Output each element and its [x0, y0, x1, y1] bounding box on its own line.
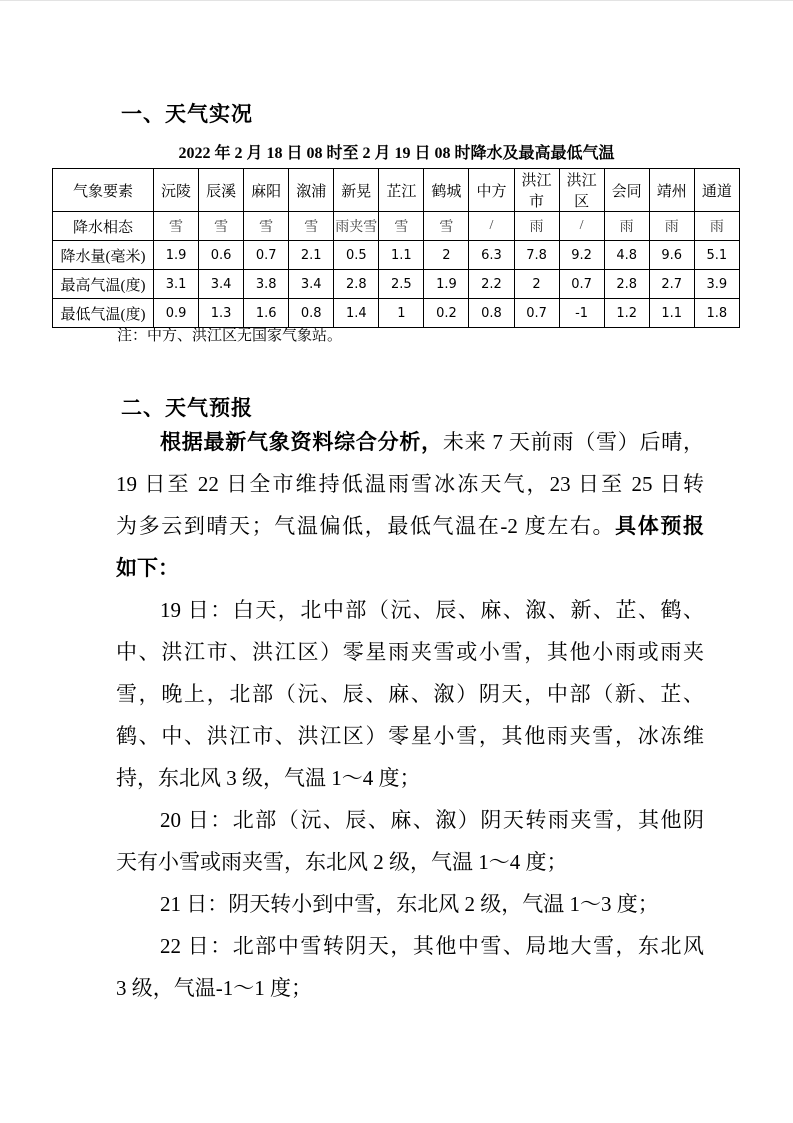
table-cell: 7.8	[514, 241, 559, 270]
table-cell: 2.8	[604, 270, 649, 299]
col-header-station: 洪江市	[514, 169, 559, 212]
col-header-station: 辰溪	[199, 169, 244, 212]
table-row	[53, 212, 740, 241]
forecast-line	[116, 589, 704, 631]
table-cell: 6.3	[469, 241, 514, 270]
table-cell: 9.6	[649, 241, 694, 270]
table-row	[53, 241, 740, 270]
table-cell: 雨	[514, 212, 559, 241]
table-cell: 3.4	[199, 270, 244, 299]
table-cell: 1.9	[424, 270, 469, 299]
forecast-line	[116, 673, 704, 715]
col-header-station: 洪江区	[559, 169, 604, 212]
table-cell: 雨	[649, 212, 694, 241]
forecast-segment: 天有小雪或雨夹雪，东北风 2 级，气温 1～4 度；	[116, 850, 568, 874]
table-cell: 1.2	[604, 299, 649, 328]
forecast-segment-bold: 如下：	[116, 556, 179, 580]
forecast-segment: 22 日：北部中雪转阴天，其他中雪、局地大雪，东北风	[160, 934, 704, 958]
table-cell: 1.3	[199, 299, 244, 328]
forecast-line	[116, 757, 704, 799]
table-cell: 0.5	[334, 241, 379, 270]
forecast-segment: 19 日至 22 日全市维持低温雨雪冰冻天气，23 日至 25 日转	[116, 472, 704, 496]
forecast-segment: 3 级，气温-1～1 度；	[116, 976, 312, 1000]
forecast-line	[116, 715, 704, 757]
table-cell: 9.2	[559, 241, 604, 270]
table-cell: 0.9	[154, 299, 199, 328]
row-label: 最高气温(度)	[53, 270, 154, 299]
forecast-segment: 雪，晚上，北部（沅、辰、麻、溆）阴天，中部（新、芷、	[116, 682, 704, 706]
forecast-segment: 鹤、中、洪江市、洪江区）零星小雪，其他雨夹雪，冰冻维	[116, 724, 704, 748]
table-cell: 1.1	[379, 241, 424, 270]
weather-table	[52, 168, 740, 328]
col-header-station: 会同	[604, 169, 649, 212]
forecast-line	[116, 463, 704, 505]
col-header-station: 靖州	[649, 169, 694, 212]
forecast-line	[116, 547, 704, 589]
table-cell: 1.9	[154, 241, 199, 270]
table-title: 2022 年 2 月 18 日 08 时至 2 月 19 日 08 时降水及最高最低气温	[178, 145, 615, 162]
table-cell: 2.7	[649, 270, 694, 299]
table-cell: 0.7	[244, 241, 289, 270]
table-row	[53, 270, 740, 299]
table-cell: 雪	[424, 212, 469, 241]
col-header-station: 麻阳	[244, 169, 289, 212]
table-row	[53, 299, 740, 328]
table-cell: 0.8	[469, 299, 514, 328]
table-cell: 1.8	[694, 299, 739, 328]
row-label: 最低气温(度)	[53, 299, 154, 328]
table-cell: 2.5	[379, 270, 424, 299]
forecast-segment: 持，东北风 3 级，气温 1～4 度；	[116, 766, 421, 790]
forecast-segment: 20 日：北部（沅、辰、麻、溆）阴天转雨夹雪，其他阴	[160, 808, 704, 832]
table-cell: 2	[514, 270, 559, 299]
col-header-station: 中方	[469, 169, 514, 212]
table-cell: 3.8	[244, 270, 289, 299]
forecast-text	[116, 421, 704, 1009]
table-cell: 0.6	[199, 241, 244, 270]
forecast-segment: 中、洪江市、洪江区）零星雨夹雪或小雪，其他小雨或雨夹	[116, 640, 704, 664]
table-cell: /	[469, 212, 514, 241]
table-cell: 雪	[154, 212, 199, 241]
forecast-segment: 为多云到晴天；气温偏低，最低气温在-2 度左右。	[116, 514, 616, 538]
table-cell: -1	[559, 299, 604, 328]
table-cell: /	[559, 212, 604, 241]
row-label: 降水相态	[53, 212, 154, 241]
table-cell: 1.6	[244, 299, 289, 328]
table-cell: 0.7	[514, 299, 559, 328]
forecast-line	[116, 505, 704, 547]
row-label: 降水量(毫米)	[53, 241, 154, 270]
table-cell: 3.4	[289, 270, 334, 299]
table-cell: 1.4	[334, 299, 379, 328]
section1-heading: 一、天气实况	[121, 102, 253, 126]
forecast-segment-bold: 根据最新气象资料综合分析，	[160, 430, 443, 454]
table-cell: 2.2	[469, 270, 514, 299]
table-header-row	[53, 169, 740, 212]
forecast-line	[116, 925, 704, 967]
table-cell: 2	[424, 241, 469, 270]
table-note: 注：中方、洪江区无国家气象站。	[117, 328, 343, 344]
forecast-line	[116, 841, 704, 883]
table-cell: 3.1	[154, 270, 199, 299]
table-cell: 0.7	[559, 270, 604, 299]
table-cell: 1	[379, 299, 424, 328]
section2-heading: 二、天气预报	[121, 396, 253, 420]
forecast-line	[116, 883, 704, 925]
col-header-factor: 气象要素	[53, 169, 154, 212]
col-header-station: 新晃	[334, 169, 379, 212]
col-header-station: 通道	[694, 169, 739, 212]
forecast-segment: 未来 7 天前雨（雪）后晴，	[442, 430, 705, 454]
table-cell: 雨	[694, 212, 739, 241]
forecast-line	[116, 967, 704, 1009]
table-cell: 0.2	[424, 299, 469, 328]
table-cell: 5.1	[694, 241, 739, 270]
table-cell: 雪	[244, 212, 289, 241]
table-cell: 2.1	[289, 241, 334, 270]
forecast-segment: 21 日：阴天转小到中雪，东北风 2 级，气温 1～3 度；	[160, 892, 659, 916]
table-cell: 雨夹雪	[334, 212, 379, 241]
table-cell: 雪	[289, 212, 334, 241]
table-cell: 雪	[379, 212, 424, 241]
forecast-line	[116, 421, 704, 463]
forecast-segment: 19 日：白天，北中部（沅、辰、麻、溆、新、芷、鹤、	[160, 598, 704, 622]
col-header-station: 芷江	[379, 169, 424, 212]
table-cell: 雪	[199, 212, 244, 241]
col-header-station: 沅陵	[154, 169, 199, 212]
table-cell: 2.8	[334, 270, 379, 299]
table-cell: 1.1	[649, 299, 694, 328]
table-cell: 0.8	[289, 299, 334, 328]
forecast-segment-bold: 具体预报	[615, 514, 705, 538]
forecast-line	[116, 799, 704, 841]
table-cell: 4.8	[604, 241, 649, 270]
col-header-station: 溆浦	[289, 169, 334, 212]
col-header-station: 鹤城	[424, 169, 469, 212]
table-cell: 雨	[604, 212, 649, 241]
table-cell: 3.9	[694, 270, 739, 299]
forecast-line	[116, 631, 704, 673]
